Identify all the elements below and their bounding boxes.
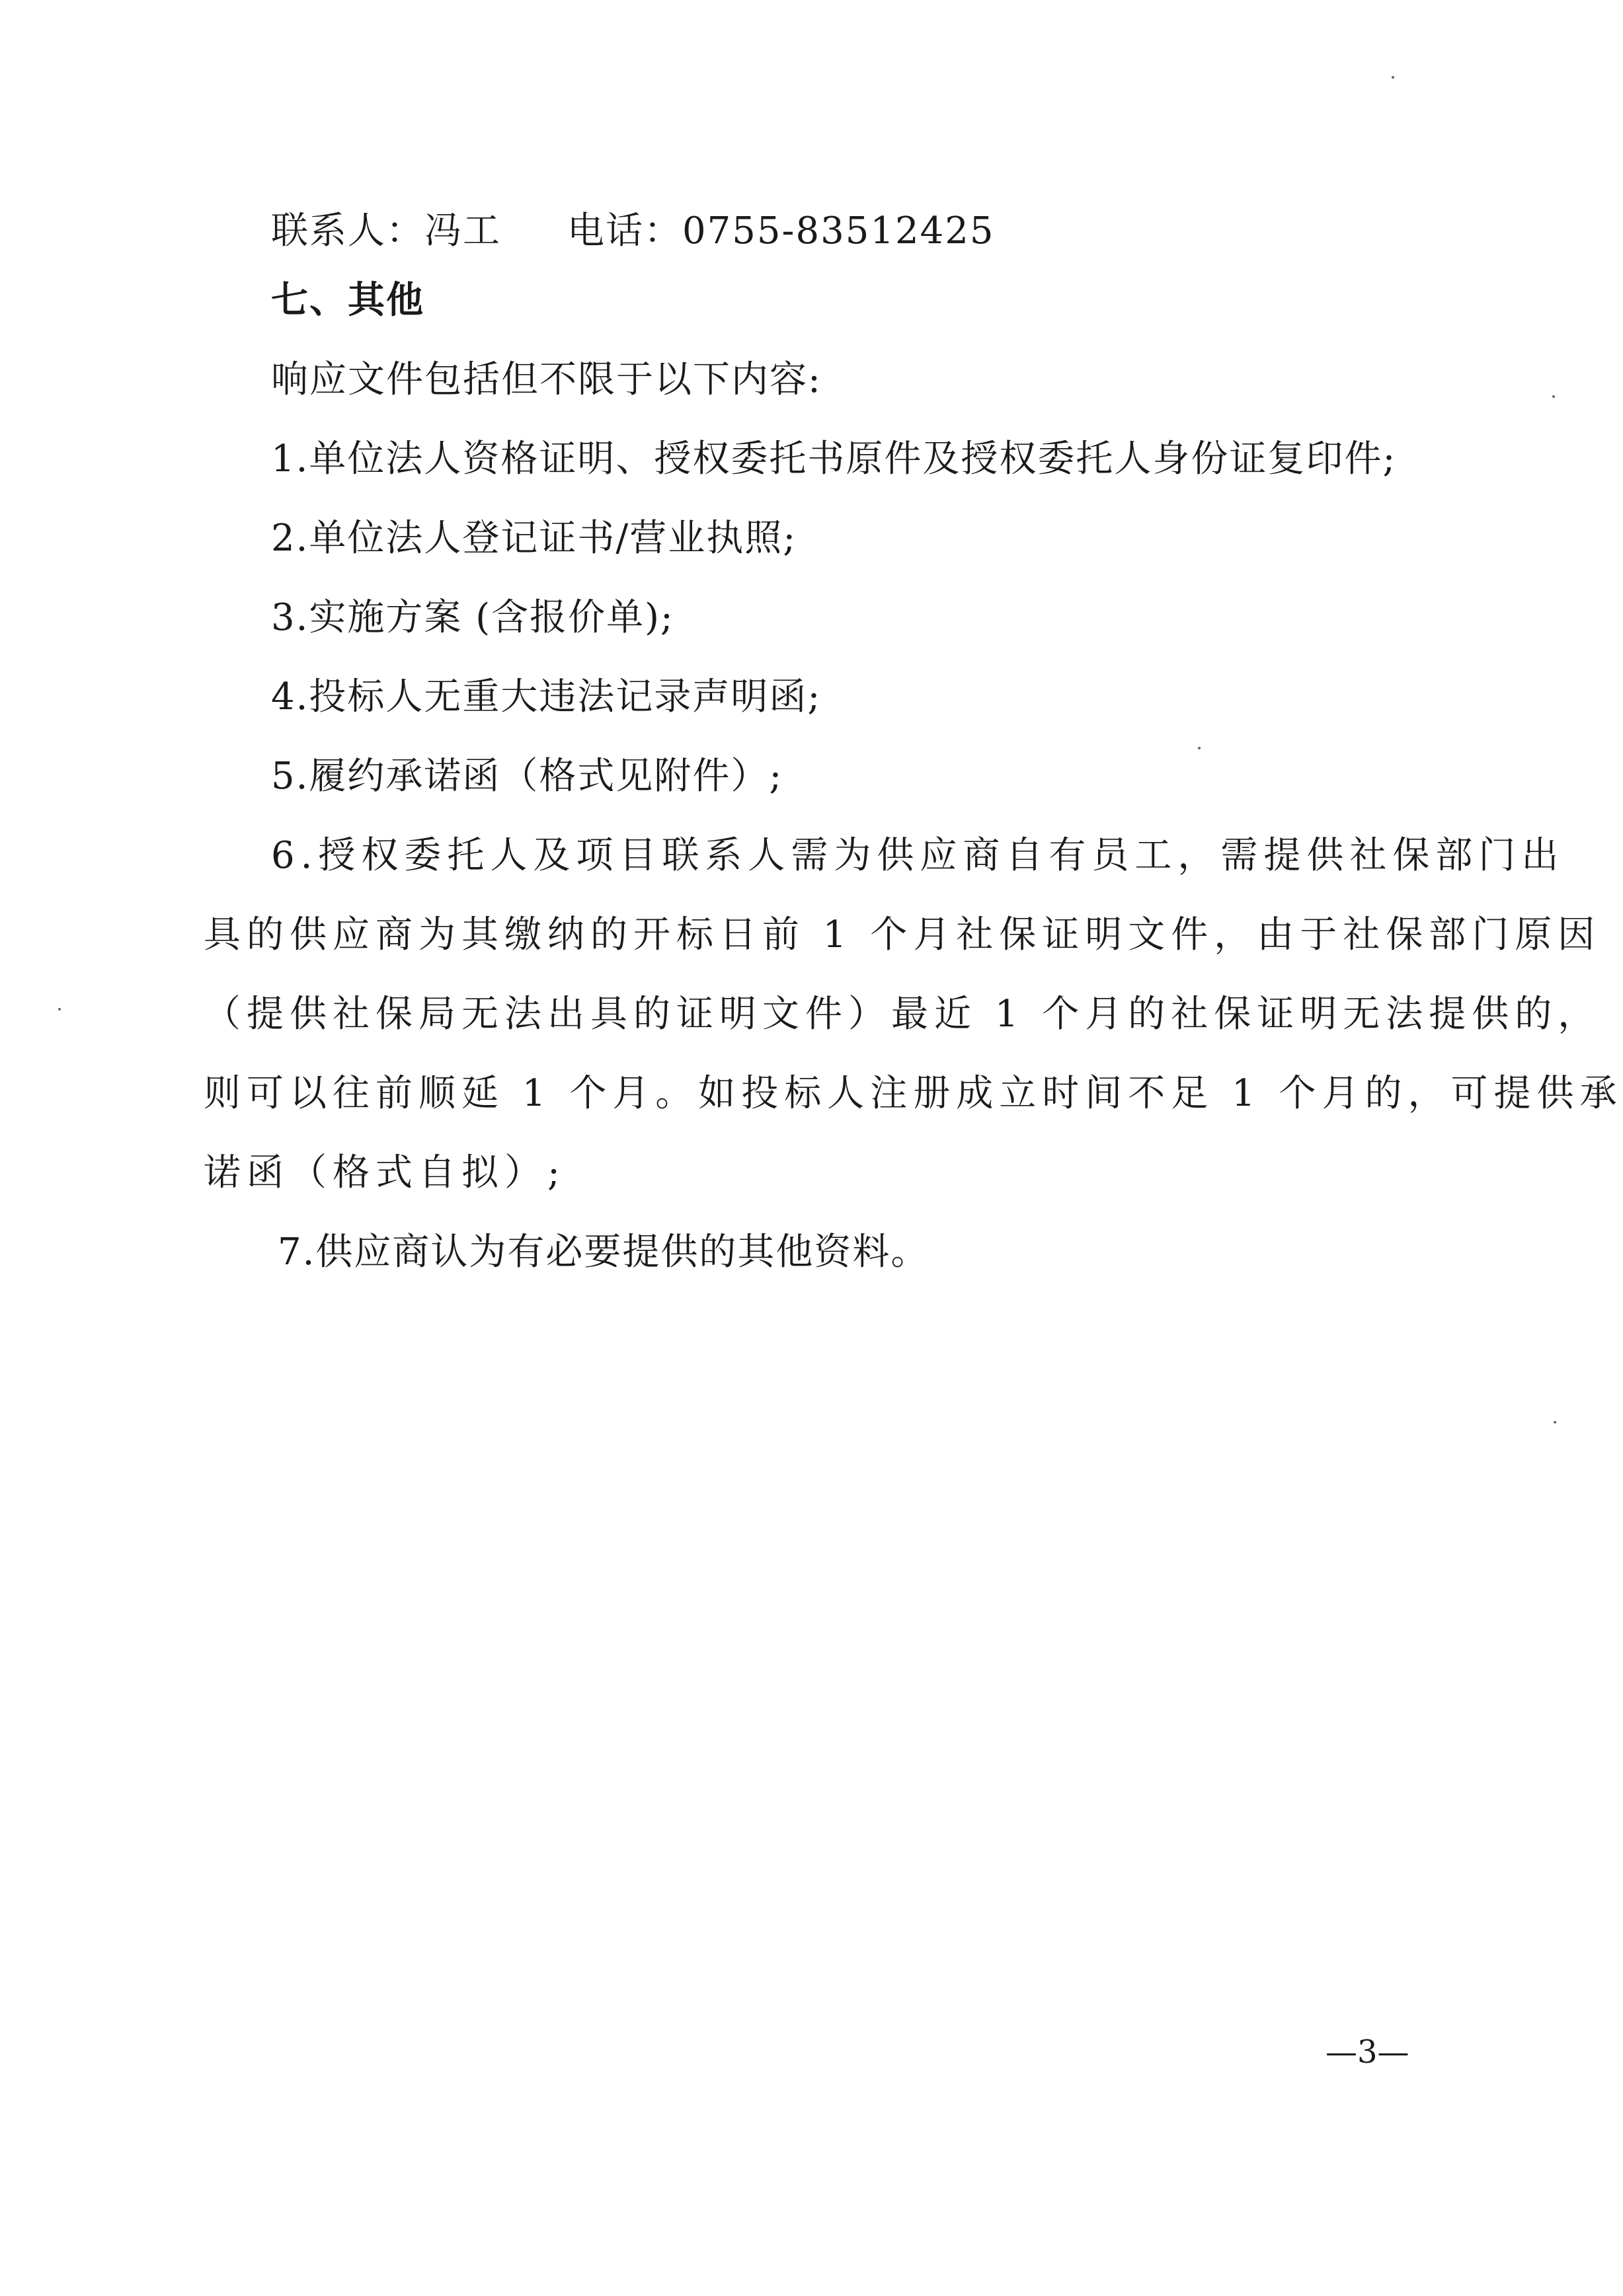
- list-item-7: 7.供应商认为有必要提供的其他资料。: [278, 1231, 930, 1274]
- contact-person: 联系人：冯工: [271, 210, 501, 252]
- list-item-4: 4.投标人无重大违法记录声明函;: [271, 675, 822, 718]
- scan-speck: [1554, 1421, 1556, 1424]
- page-number: —3—: [1326, 2034, 1409, 2071]
- list-item-1: 1.单位法人资格证明、授权委托书原件及授权委托人身份证复印件;: [271, 438, 1397, 480]
- section-title: 七、其他: [271, 279, 424, 322]
- list-item-5: 5.履约承诺函（格式见附件）;: [271, 755, 783, 798]
- list-item-6-line-5: 诺函（格式自拟）;: [204, 1151, 566, 1194]
- list-item-6-line-1: 6.授权委托人及项目联系人需为供应商自有员工，需提供社保部门出: [271, 834, 1565, 877]
- list-item-3: 3.实施方案 (含报价单);: [271, 596, 674, 639]
- list-item-2: 2.单位法人登记证书/营业执照;: [271, 517, 797, 560]
- list-item-6-line-3: （提供社保局无法出具的证明文件）最近 1 个月的社保证明无法提供的，: [204, 993, 1601, 1036]
- list-item-6-line-4: 则可以往前顺延 1 个月。如投标人注册成立时间不足 1 个月的，可提供承: [204, 1072, 1623, 1115]
- list-item-6-line-2: 具的供应商为其缴纳的开标日前 1 个月社保证明文件，由于社保部门原因: [204, 913, 1601, 956]
- scan-speck: [1552, 395, 1555, 398]
- scan-speck: [1392, 76, 1394, 79]
- section-intro: 响应文件包括但不限于以下内容:: [271, 358, 822, 401]
- contact-phone: 电话：0755-83512425: [567, 210, 995, 252]
- scan-speck: [1198, 747, 1201, 749]
- contact-line: [271, 210, 994, 252]
- scan-speck: [58, 1008, 61, 1011]
